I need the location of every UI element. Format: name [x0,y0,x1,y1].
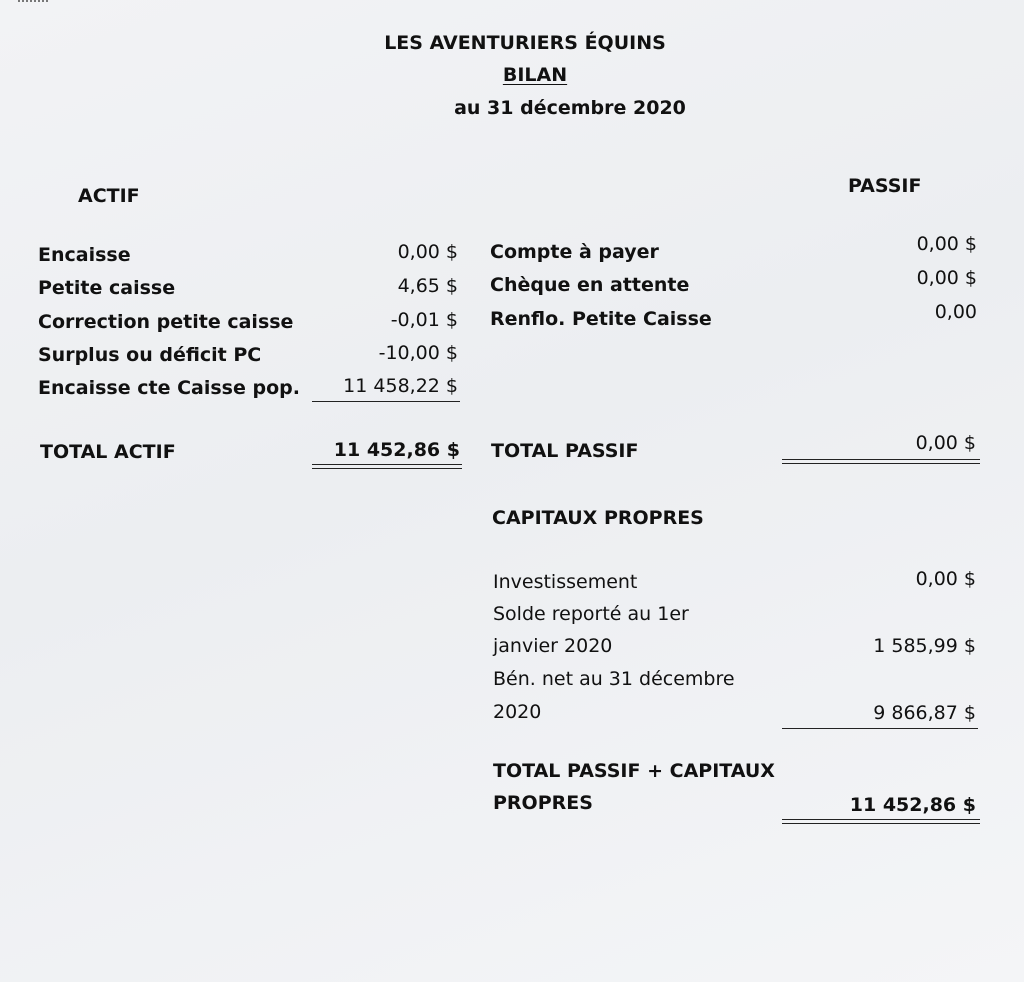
total-actif-label: TOTAL ACTIF [40,441,176,463]
investissement-label: Investissement [493,571,638,593]
grand-total-label: TOTAL PASSIF + CAPITAUX [493,760,775,782]
actif-item-value: 4,65 $ [397,275,458,297]
capitaux-subtotal-rule [782,728,978,729]
total-actif-value: 11 452,86 $ [333,439,460,461]
solde-label: Solde reporté au 1er [493,603,689,625]
actif-subtotal-rule [312,401,460,402]
actif-item-label: Correction petite caisse [38,311,294,333]
benefice-value: 9 866,87 $ [873,702,976,724]
total-actif-double-rule [312,464,462,469]
benefice-label: Bén. net au 31 décembre [493,668,735,690]
grand-total-double-rule [782,819,980,824]
investissement-value: 0,00 $ [915,568,976,590]
page-corner-mark [18,0,48,8]
actif-item-label: Encaisse cte Caisse pop. [38,377,300,399]
actif-item-label: Encaisse [38,244,131,266]
passif-item-value: 0,00 [934,301,977,323]
benefice-label-cont: 2020 [493,701,542,723]
passif-item-value: 0,00 $ [916,267,977,289]
actif-item-value: 11 458,22 $ [343,375,458,397]
passif-item-value: 0,00 $ [916,233,977,255]
actif-heading: ACTIF [78,185,140,207]
actif-item-value: 0,00 $ [397,241,458,263]
report-date: au 31 décembre 2020 [454,97,686,119]
grand-total-label-cont: PROPRES [493,792,593,814]
solde-value: 1 585,99 $ [873,635,976,657]
total-passif-label: TOTAL PASSIF [491,440,639,462]
passif-heading: PASSIF [848,175,922,197]
actif-item-label: Petite caisse [38,277,176,299]
actif-item-value: -10,00 $ [378,342,458,364]
grand-total-value: 11 452,86 $ [849,794,976,816]
passif-item-label: Chèque en attente [490,274,690,296]
solde-label-cont: janvier 2020 [493,635,613,657]
passif-item-label: Compte à payer [490,241,659,263]
total-passif-value: 0,00 $ [915,432,976,454]
passif-item-label: Renflo. Petite Caisse [490,308,712,330]
document-title: BILAN [502,64,568,86]
capitaux-heading: CAPITAUX PROPRES [492,507,704,529]
total-passif-double-rule [782,459,980,464]
actif-item-value: -0,01 $ [390,309,458,331]
company-name: LES AVENTURIERS ÉQUINS [384,32,666,54]
actif-item-label: Surplus ou déficit PC [38,344,262,366]
